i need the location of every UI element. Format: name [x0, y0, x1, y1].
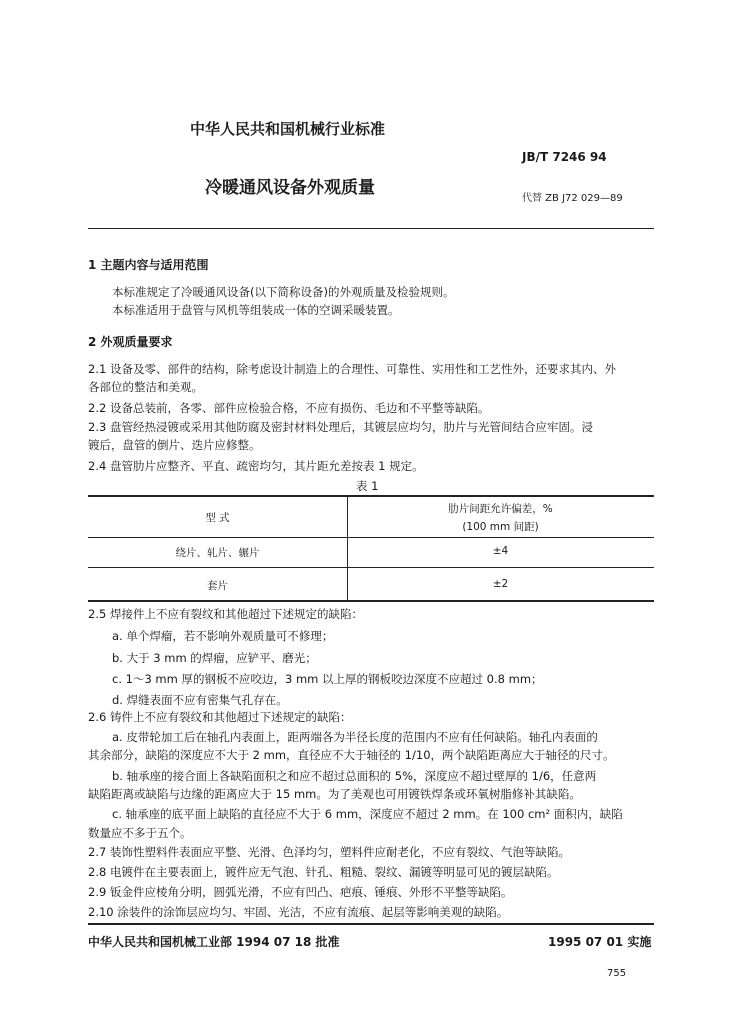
standard-number: JB/T 7246 94 [522, 150, 607, 164]
clause-2-2: 2.2 设备总装前，各零、部件应检验合格，不应有损伤、毛边和不平整等缺陷。 [88, 401, 490, 415]
table-header-tolerance-note: (100 mm 间距) [462, 521, 539, 533]
header-rule [88, 228, 654, 229]
table-header-tolerance: 肋片间距允许偏差，% [448, 503, 553, 515]
clause-2-6-a: a. 皮带轮加工后在轴孔内表面上，距两端各为半径长度的范围内不应有任何缺陷。轴孔内表面的 [112, 730, 598, 744]
clause-2-6-b: 缺陷距离或缺陷与边缘的距离应大于 15 mm。为了美观也可用镀铁焊条或环氧树脂修补其缺陷。 [88, 787, 581, 801]
table-bottom-border [88, 600, 654, 602]
table-cell-tolerance: ±4 [492, 545, 509, 557]
page-number: 755 [607, 968, 627, 979]
approval-line: 中华人民共和国机械工业部 1994 07 18 批准 [88, 935, 340, 949]
section-1-paragraph: 本标准规定了冷暖通风设备(以下简称设备)的外观质量及检验规则。 [112, 285, 455, 299]
clause-2-8: 2.8 电镀件在主要表面上，镀件应无气泡、针孔、粗糙、裂纹、漏镀等明显可见的镀层缺陷。 [88, 865, 559, 879]
table-caption: 表 1 [356, 479, 379, 493]
clause-2-6: 2.6 铸件上不应有裂纹和其他超过下述规定的缺陷： [88, 710, 352, 724]
table-row-rule [88, 567, 654, 568]
table-cell-type: 绕片、轧片、辗片 [175, 547, 260, 559]
clause-2-5: 2.5 焊接件上不应有裂纹和其他超过下述规定的缺陷： [88, 607, 363, 621]
table-header-type: 型 式 [205, 512, 230, 524]
clause-2-5-a: a. 单个焊瘤，若不影响外观质量可不修理； [112, 629, 334, 643]
clause-2-3: 镀后，盘管的倒片、迭片应修整。 [88, 438, 261, 452]
clause-2-5-d: d. 焊缝表面不应有密集气孔存在。 [112, 693, 288, 707]
clause-2-1: 各部位的整洁和美观。 [88, 380, 203, 394]
footer-rule [88, 923, 654, 925]
document-title: 冷暖通风设备外观质量 [205, 178, 375, 198]
issuing-body-title: 中华人民共和国机械行业标准 [190, 120, 386, 138]
table-header-rule [88, 537, 654, 538]
clause-2-5-c: c. 1～3 mm 厚的钢板不应咬边，3 mm 以上厚的钢板咬边深度不应超过 0.8 mm； [112, 672, 543, 686]
table-cell-type: 套片 [207, 580, 228, 592]
section-2-heading: 2 外观质量要求 [88, 335, 173, 349]
table-cell-tolerance: ±2 [492, 578, 509, 590]
clause-2-7: 2.7 装饰性塑料件表面应平整、光滑、色泽均匀，塑料件应耐老化，不应有裂纹、气泡等缺陷。 [88, 845, 570, 859]
section-1-paragraph: 本标准适用于盘管与风机等组装成一体的空调采暖装置。 [112, 303, 400, 317]
clause-2-6-c: c. 轴承座的底平面上缺陷的直径应不大于 6 mm，深度应不超过 2 mm。在 100 cm² 面积内，缺陷 [112, 807, 623, 821]
clause-2-6-c: 数量应不多于五个。 [88, 826, 192, 840]
clause-2-1: 2.1 设备及零、部件的结构，除考虑设计制造上的合理性、可靠性、实用性和工艺性外，还要求其内、外 [88, 362, 616, 376]
clause-2-4: 2.4 盘管肋片应整齐、平直、疏密均匀，其片距允差按表 1 规定。 [88, 459, 424, 473]
replaces-standard: 代替 ZB J72 029—89 [522, 193, 623, 204]
clause-2-6-a: 其余部分，缺陷的深度应不大于 2 mm，直径应不大于轴径的 1/10，两个缺陷距离应大于轴径的尺寸。 [88, 748, 615, 762]
clause-2-9: 2.9 钣金件应棱角分明，圆弧光滑，不应有凹凸、疤痕、锤痕、外形不平整等缺陷。 [88, 885, 513, 899]
clause-2-6-b: b. 轴承座的接合面上各缺陷面积之和应不超过总面积的 5%，深度应不超过壁厚的 1/6，任意两 [112, 769, 597, 783]
table-top-border [88, 495, 654, 497]
clause-2-10: 2.10 涂装件的涂饰层应均匀、牢固、光洁，不应有流痕、起层等影响美观的缺陷。 [88, 905, 509, 919]
clause-2-5-b: b. 大于 3 mm 的焊瘤，应铲平、磨光； [112, 651, 317, 665]
clause-2-3: 2.3 盘管经热浸镀或采用其他防腐及密封材料处理后，其镀层应均匀，肋片与光管间结合应牢固。浸 [88, 420, 593, 434]
section-1-heading: 1 主题内容与适用范围 [88, 258, 209, 272]
implementation-line: 1995 07 01 实施 [548, 935, 652, 949]
